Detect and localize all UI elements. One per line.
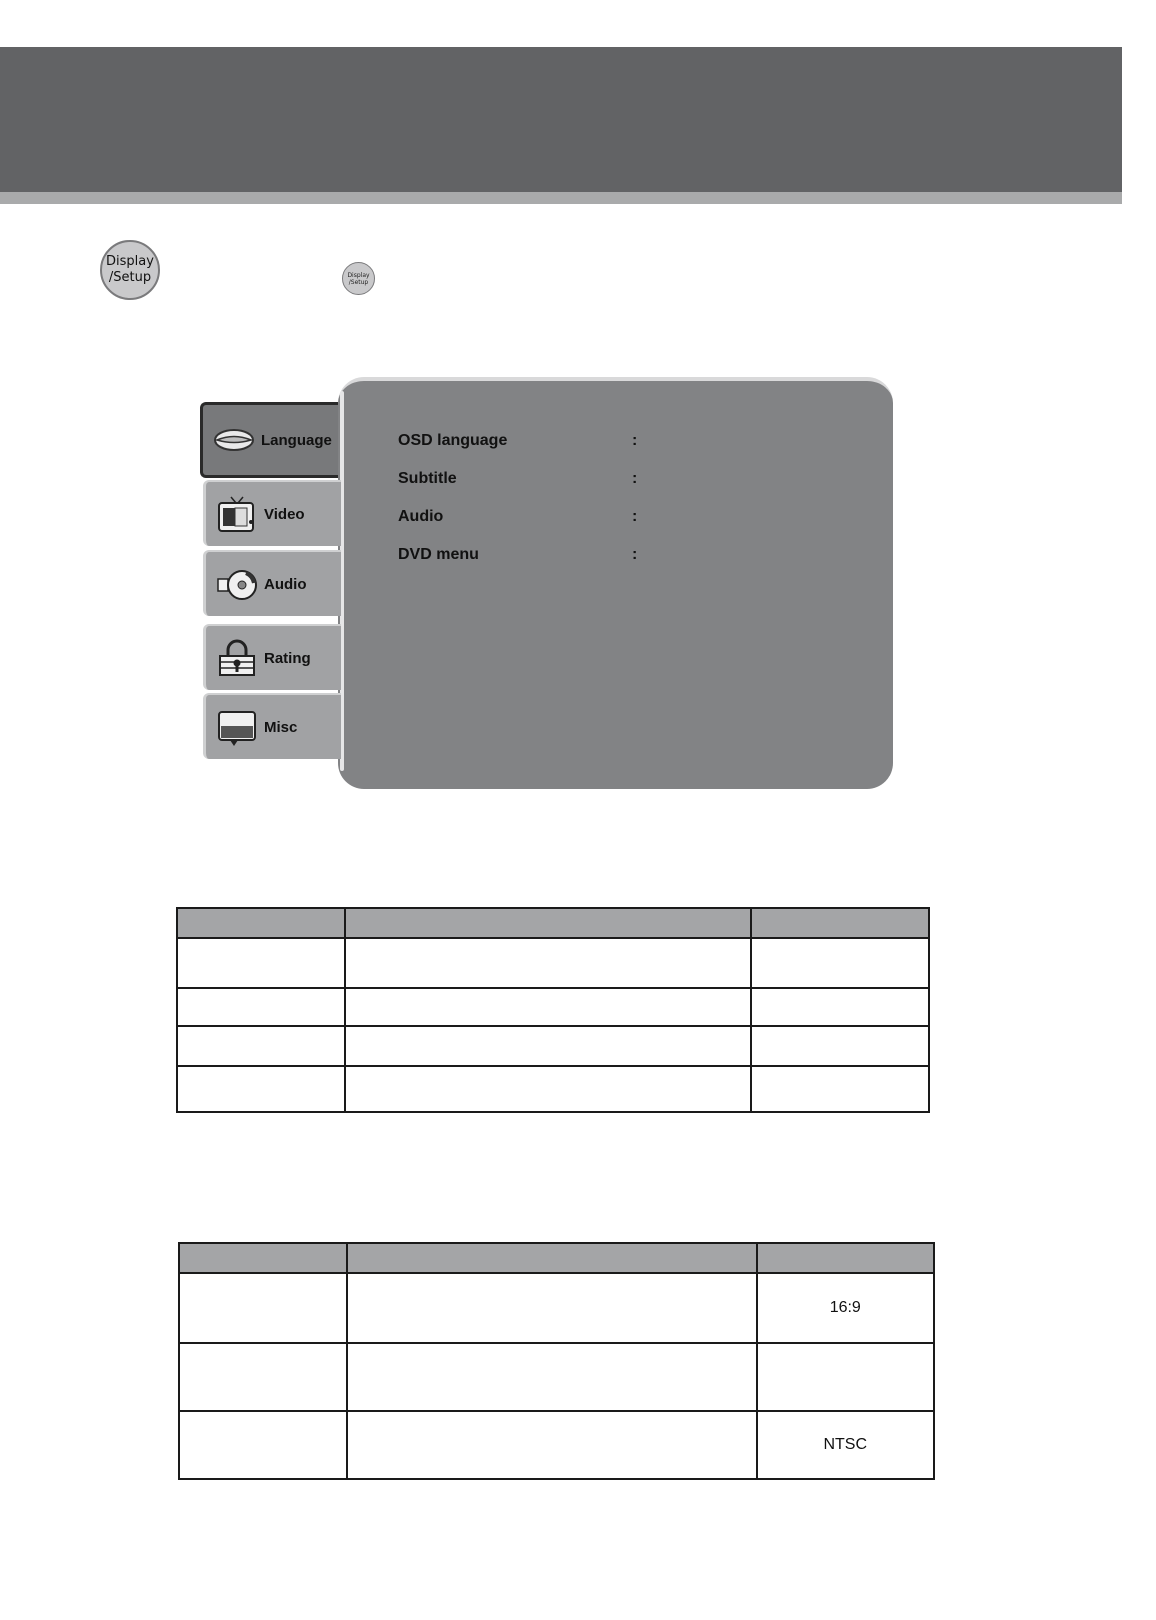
tab-language[interactable] [200, 402, 338, 478]
tab-video-label: Video [264, 505, 305, 523]
table-cell [179, 1411, 347, 1479]
language-settings-table [176, 907, 930, 1113]
tab-misc-label: Misc [264, 718, 298, 736]
display-setup-small-line2: /Setup [348, 278, 369, 286]
video-settings-table [178, 1242, 935, 1480]
table-header-cell [751, 908, 929, 938]
table-cell [345, 988, 751, 1026]
table-header-cell [179, 1243, 347, 1273]
screen-icon [216, 708, 258, 746]
table-row [179, 1273, 934, 1343]
display-setup-button-line1: Display [106, 254, 154, 269]
table-cell [177, 1026, 345, 1066]
table-header-cell [757, 1243, 934, 1273]
table-header-cell [345, 908, 751, 938]
menu-option-separator: : [632, 508, 638, 525]
display-setup-small-line1: Display [347, 271, 370, 279]
table-row [177, 1026, 929, 1066]
display-setup-button [100, 240, 160, 300]
tv-icon [216, 495, 258, 533]
tab-audio-label: Audio [264, 575, 307, 593]
display-setup-button-small [342, 262, 375, 295]
table-row [177, 988, 929, 1026]
table-row [179, 1343, 934, 1411]
tab-audio[interactable] [203, 550, 341, 616]
menu-option-osd-language[interactable]: OSD language [398, 432, 508, 449]
table-cell [177, 988, 345, 1026]
menu-option-separator: : [632, 470, 638, 487]
table-cell [347, 1411, 756, 1479]
table-cell [345, 938, 751, 988]
table-cell [179, 1343, 347, 1411]
tab-language-label: Language [261, 431, 332, 449]
table-cell-aspect-ratio: 16:9 [757, 1273, 934, 1343]
menu-option-separator: : [632, 432, 638, 449]
table-cell [345, 1026, 751, 1066]
table-cell-tv-system: NTSC [757, 1411, 934, 1479]
lock-icon [216, 639, 258, 677]
table-cell [345, 1066, 751, 1112]
speaker-disc-icon [216, 565, 258, 603]
table-cell [347, 1343, 756, 1411]
lips-icon [213, 421, 255, 459]
table-cell [751, 988, 929, 1026]
menu-option-subtitle[interactable]: Subtitle [398, 470, 457, 487]
table-row [177, 938, 929, 988]
tab-video[interactable] [203, 480, 341, 546]
table-cell [179, 1273, 347, 1343]
display-setup-button-line2: /Setup [108, 270, 152, 285]
table-header-row [179, 1243, 934, 1273]
tab-misc[interactable] [203, 693, 341, 759]
table-cell [751, 1026, 929, 1066]
table-cell [751, 938, 929, 988]
menu-option-dvd-menu[interactable]: DVD menu [398, 546, 479, 563]
menu-option-separator: : [632, 546, 638, 563]
table-row [177, 1066, 929, 1112]
header-stripe [0, 192, 1122, 204]
table-cell [177, 1066, 345, 1112]
table-header-cell [177, 908, 345, 938]
menu-option-audio[interactable]: Audio [398, 508, 444, 525]
tab-rating[interactable] [203, 624, 341, 690]
table-cell [751, 1066, 929, 1112]
tab-rating-label: Rating [264, 649, 311, 667]
table-header-row [177, 908, 929, 938]
table-header-cell [347, 1243, 756, 1273]
table-cell [177, 938, 345, 988]
header-band [0, 47, 1122, 192]
table-cell [757, 1343, 934, 1411]
table-cell [347, 1273, 756, 1343]
table-row [179, 1411, 934, 1479]
